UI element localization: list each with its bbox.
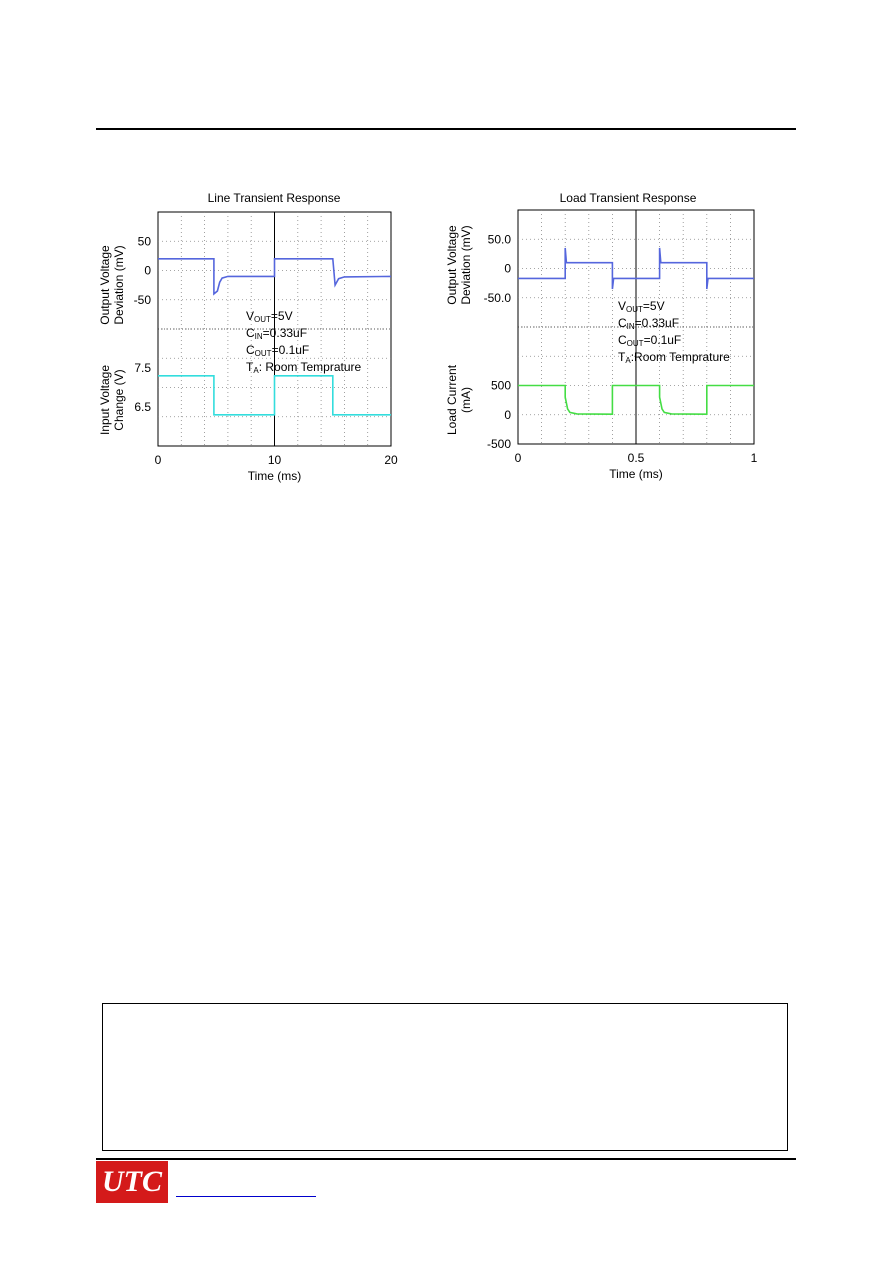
x-tick-label: 20	[384, 453, 398, 467]
annotation-part: =0.1uF	[271, 343, 310, 357]
x-tick-label: 0	[154, 453, 162, 467]
annotation-line	[618, 316, 679, 331]
series-line	[158, 376, 391, 415]
annotation-part: =0.33uF	[262, 326, 308, 340]
y-axis-label: Output Voltage	[98, 245, 112, 325]
annotation-line	[246, 309, 293, 324]
y-tick-label: 7.5	[134, 361, 151, 375]
notice-box	[102, 1003, 788, 1151]
annotation-part: =0.1uF	[643, 333, 682, 347]
annotation-part: C	[246, 343, 255, 357]
annotation-line	[618, 299, 665, 314]
x-axis-label: Time (ms)	[609, 467, 663, 481]
y-tick-label: 6.5	[134, 400, 151, 414]
annotation-part: C	[246, 326, 255, 340]
chart-svg	[96, 180, 406, 490]
x-tick-label: 10	[267, 453, 282, 467]
annotation-part: A	[625, 356, 631, 365]
annotation-part: =5V	[270, 309, 293, 323]
annotation-part: OUT	[626, 339, 644, 348]
y-axis-label: Deviation (mV)	[112, 245, 126, 325]
utc-logo: UTC	[96, 1161, 168, 1203]
x-axis-label: Time (ms)	[247, 469, 302, 483]
chart-svg	[440, 180, 770, 490]
annotation-line	[246, 360, 362, 375]
y-tick-label: 500	[490, 378, 511, 393]
load-transient-chart	[440, 180, 770, 490]
y-axis-label: Deviation (mV)	[459, 225, 473, 305]
annotation-part: =0.33uF	[634, 316, 680, 330]
y-axis-label: (mA)	[459, 387, 473, 413]
annotation-part: IN	[626, 322, 635, 331]
y-tick-label: -50.0	[483, 290, 511, 305]
y-axis-label: Output Voltage	[445, 225, 459, 305]
annotation-part: A	[253, 366, 259, 375]
footer-rule	[96, 1158, 796, 1160]
x-tick-label: 0.5	[627, 451, 645, 465]
annotation-line	[246, 343, 309, 358]
chart-title: Load Transient Response	[559, 191, 697, 205]
annotation-part: T	[618, 350, 626, 364]
annotation-line	[618, 350, 730, 365]
annotation-part: =5V	[642, 299, 665, 313]
annotation-part: C	[618, 316, 627, 330]
annotation-line	[618, 333, 681, 348]
y-tick-label: -50	[133, 292, 151, 307]
y-tick-label: 0	[144, 263, 151, 278]
annotation-part: T	[246, 360, 254, 374]
annotation-part: OUT	[254, 315, 271, 324]
annotation-line	[246, 326, 307, 341]
chart-title: Line Transient Response	[207, 191, 341, 205]
y-axis-label: Change (V)	[112, 369, 126, 431]
annotation-part: V	[246, 309, 255, 323]
y-tick-label: 50.0	[487, 232, 511, 247]
y-tick-label: -500	[486, 437, 511, 451]
annotation-part: :Room Temprature	[630, 350, 730, 364]
y-tick-label: 50	[137, 234, 151, 249]
header-rule	[96, 128, 796, 130]
annotation-part: C	[618, 333, 627, 347]
annotation-part: V	[618, 299, 627, 313]
annotation-part: IN	[254, 332, 263, 341]
annotation-part: OUT	[626, 305, 643, 314]
x-tick-label: 0	[514, 451, 522, 465]
x-tick-label: 1	[750, 451, 758, 465]
annotation-part: : Room Temprature	[258, 360, 362, 374]
line-transient-chart	[96, 180, 406, 490]
y-axis-label: Input Voltage	[98, 364, 112, 436]
y-tick-label: 0	[504, 407, 511, 422]
y-axis-label: Load Current	[445, 364, 459, 436]
website-link[interactable]	[176, 1196, 316, 1197]
annotation-part: OUT	[254, 349, 272, 358]
y-tick-label: 0	[504, 261, 511, 276]
